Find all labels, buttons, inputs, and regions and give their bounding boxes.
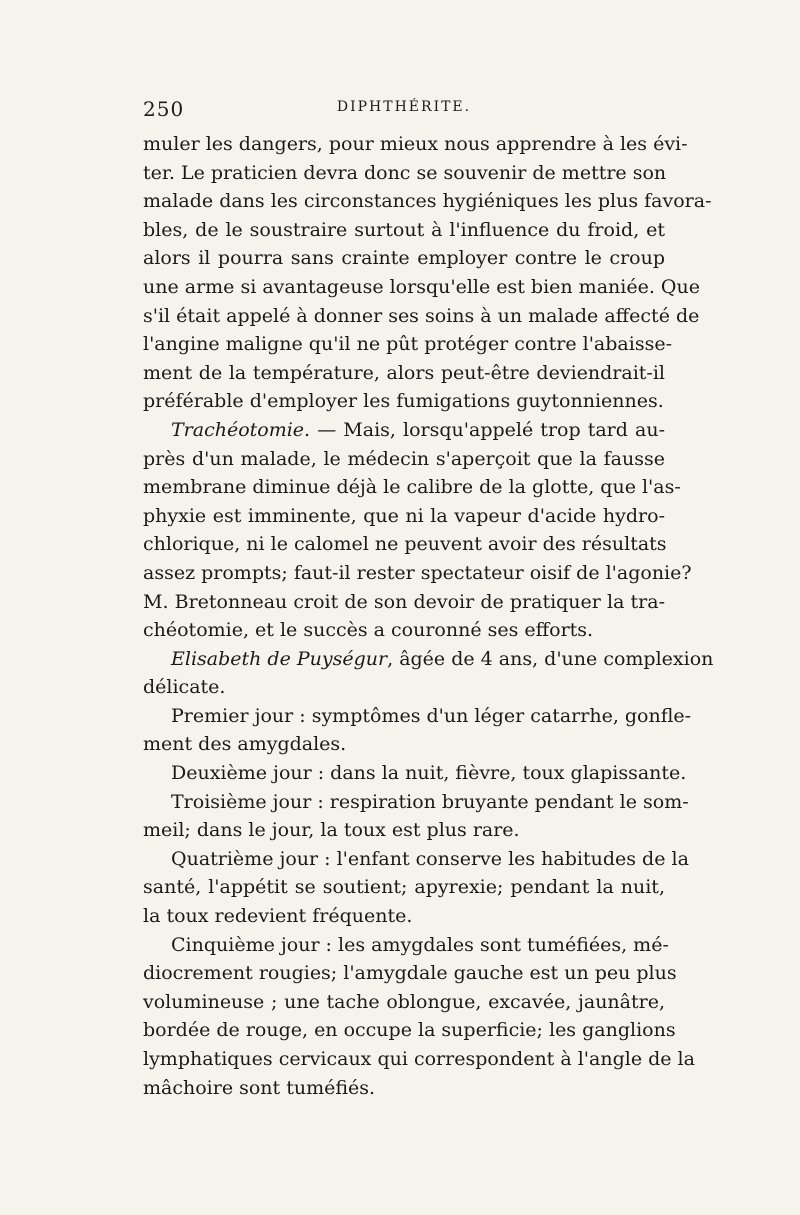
text-line: Troisième jour : respiration bruyante pendant le som-	[171, 790, 689, 813]
text-line: meil; dans le jour, la toux est plus rare.	[143, 819, 520, 842]
page-number: 250	[143, 97, 185, 121]
text-line: diocrement rougies; l'amygdale gauche est un peu plus	[143, 962, 677, 985]
section-heading: Trachéotomie.	[171, 418, 311, 441]
text-line: chlorique, ni le calomel ne peuvent avoir des résultats	[143, 533, 667, 556]
text-line: mâchoire sont tuméfiés.	[143, 1076, 376, 1099]
text-line: Quatrième jour : l'enfant conserve les habitudes de la	[171, 847, 689, 870]
text-line: près d'un malade, le médecin s'aperçoit que la fausse	[143, 447, 665, 470]
text-line: membrane diminue déjà le calibre de la glotte, que l'as-	[143, 476, 681, 499]
text-line: Premier jour : symptômes d'un léger catarrhe, gonfle-	[171, 704, 692, 727]
text-line: Deuxième jour : dans la nuit, fièvre, toux glapissante.	[171, 762, 687, 785]
text-line: ment des amygdales.	[143, 733, 347, 756]
text-line: bordée de rouge, en occupe la superficie; les ganglions	[143, 1019, 676, 1042]
text-line: ter. Le praticien devra donc se souvenir de mettre son	[143, 161, 667, 184]
text-line: bles, de le soustraire surtout à l'influence du froid, et	[143, 218, 665, 241]
text-line: s'il était appelé à donner ses soins à un malade affecté de	[143, 304, 700, 327]
text-line: alors il pourra sans crainte employer contre le croup	[143, 247, 665, 270]
text-line: l'angine maligne qu'il ne pût protéger contre l'abaisse-	[143, 333, 672, 356]
text-line: chéotomie, et le succès a couronné ses efforts.	[143, 619, 594, 642]
text-line: M. Bretonneau croit de son devoir de pratiquer la tra-	[143, 590, 665, 613]
running-title: DIPHTHÉRITE.	[336, 99, 472, 115]
text-line: Cinquième jour : les amygdales sont tuméfiées, mé-	[171, 933, 669, 956]
text-line: ment de la température, alors peut-être deviendrait-il	[143, 361, 665, 384]
text-line: une arme si avantageuse lorsqu'elle est bien maniée. Que	[143, 275, 700, 298]
page-header	[143, 97, 665, 121]
text-line: Trachéotomie. — Mais, lorsqu'appelé trop tard au-	[171, 418, 665, 441]
text-line: muler les dangers, pour mieux nous apprendre à les évi-	[143, 133, 688, 155]
text-line: délicate.	[143, 676, 226, 699]
text-line: santé, l'appétit se soutient; apyrexie; pendant la nuit,	[143, 876, 665, 899]
text-line: Elisabeth de Puységur, âgée de 4 ans, d'une complexion	[171, 647, 714, 670]
body-text	[143, 130, 714, 1102]
text-line: assez prompts; faut-il rester spectateur oisif de l'agonie?	[143, 561, 692, 584]
text-line: lymphatiques cervicaux qui correspondent à l'angle de la	[143, 1048, 695, 1070]
text-line: malade dans les circonstances hygiéniques les plus favora-	[143, 190, 712, 213]
patient-name: Elisabeth de Puységur	[171, 647, 388, 670]
text-line: préférable d'employer les fumigations guytonniennes.	[143, 390, 664, 413]
text-line: volumineuse ; une tache oblongue, excavée, jaunâtre,	[143, 990, 665, 1013]
text-line: la toux redevient fréquente.	[143, 905, 413, 928]
text-line: phyxie est imminente, que ni la vapeur d'acide hydro-	[143, 504, 665, 527]
